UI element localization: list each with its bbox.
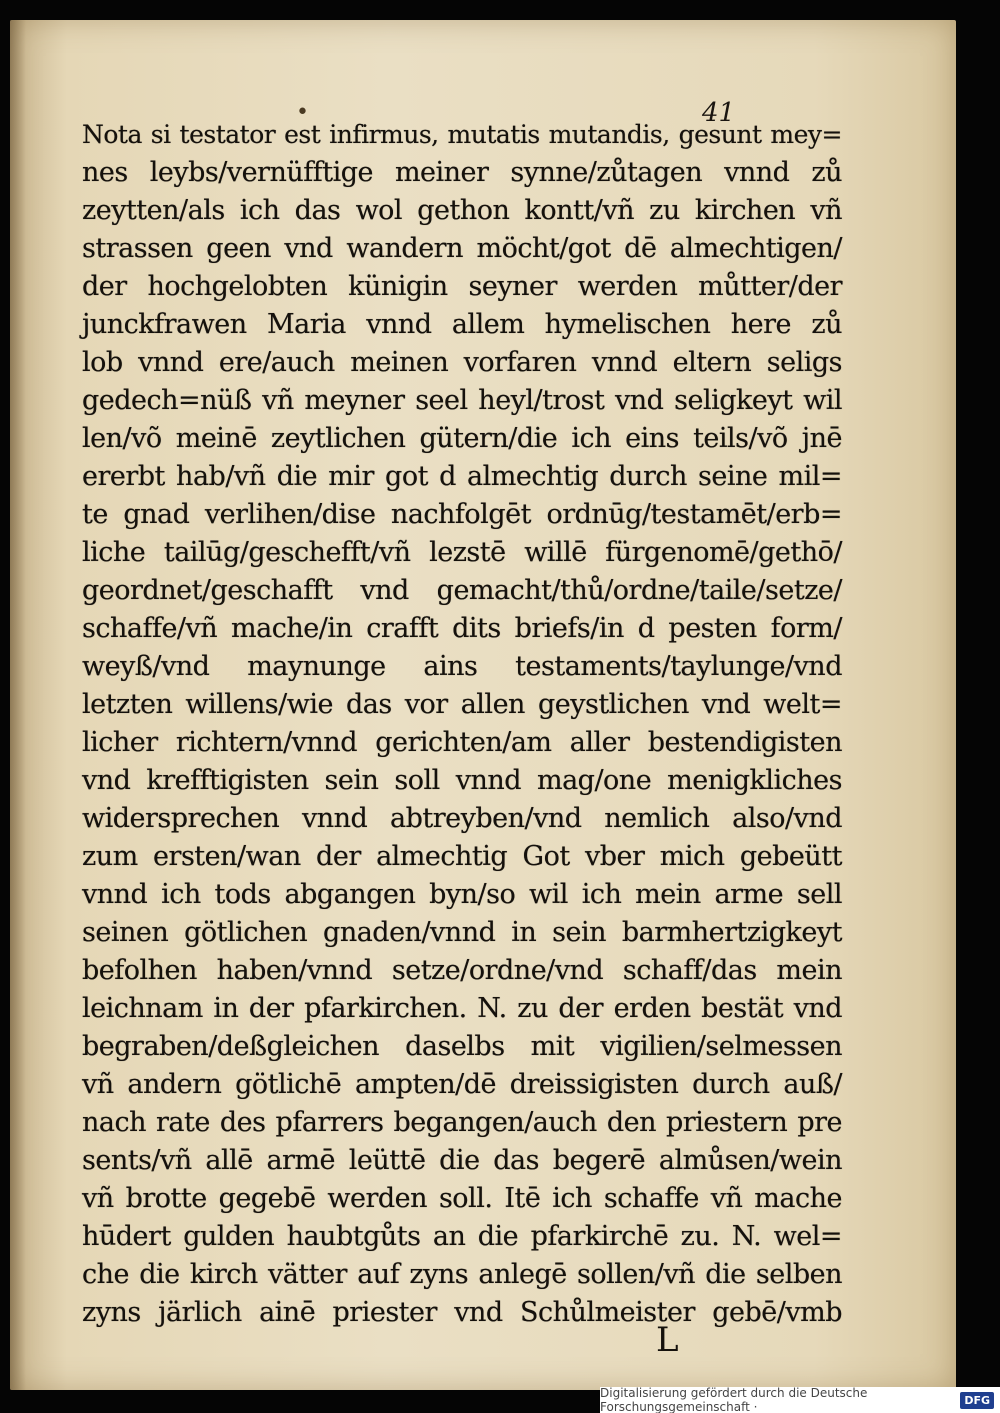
text-line: te gnad verlihen/dise nachfolgēt ordnūg/testamēt/erb=	[82, 499, 842, 530]
text-line: hūdert gulden haubtgůts an die pfarkirchē zu. N. wel=	[82, 1221, 842, 1252]
text-line: zum ersten/wan der almechtig Got vber mich gebeütt	[82, 841, 842, 872]
text-line: begraben/deßgleichen daselbs mit vigilien/selmessen	[82, 1031, 842, 1062]
text-line: nach rate des pfarrers begangen/auch den priestern pre	[82, 1107, 842, 1138]
text-line: zeytten/als ich das wol gethon kontt/vñ zu kirchen vñ	[82, 195, 842, 226]
text-line: strassen geen vnd wandern möcht/got dē almechtigen/	[82, 233, 842, 264]
text-line: vñ brotte gegebē werden soll. Itē ich schaffe vñ mache	[82, 1183, 842, 1214]
text-line: leichnam in der pfarkirchen. N. zu der erden bestät vnd	[82, 993, 842, 1024]
text-line: weyß/vnd maynunge ains testaments/taylunge/vnd	[82, 651, 842, 682]
footer-credit: Digitalisierung gefördert durch die Deutsche Forschungsgemeinschaft ·	[600, 1386, 868, 1413]
text-line: licher richtern/vnnd gerichten/am aller bestendigisten	[82, 727, 842, 758]
text-line: sents/vñ allē armē leüttē die das begerē almůsen/wein	[82, 1145, 842, 1176]
text-line: schaffe/vñ mache/in crafft dits briefs/in d pesten form/	[82, 613, 842, 644]
text-line: der hochgelobten künigin seyner werden můtter/der	[82, 271, 842, 302]
text-line: Nota si testator est infirmus, mutatis mutandis, gesunt mey=	[82, 120, 842, 149]
text-line: seinen götlichen gnaden/vnnd in sein barmhertzigkeyt	[82, 917, 842, 948]
text-line: ererbt hab/vñ die mir got d almechtig durch seine mil=	[82, 461, 842, 492]
folio-number: 41	[702, 98, 736, 128]
text-line: vñ andern götlichē ampten/dē dreissigisten durch auß/	[82, 1069, 842, 1100]
book-page	[10, 20, 956, 1390]
text-line: letzten willens/wie das vor allen geystlichen vnd welt=	[82, 689, 842, 720]
signature-mark: L	[656, 1320, 679, 1360]
text-block	[82, 116, 842, 1332]
dfg-logo: DFG	[960, 1392, 994, 1409]
ink-mark: •	[296, 100, 309, 125]
text-line: zyns järlich ainē priester vnd Schůlmeister gebē/vmb	[82, 1297, 842, 1328]
text-line: liche tailūg/geschefft/vñ lezstē willē fürgenomē/gethō/	[82, 537, 842, 568]
text-line: che die kirch vätter auf zyns anlegē sollen/vñ die selben	[82, 1259, 842, 1290]
text-line: vnd krefftigisten sein soll vnnd mag/one menigkliches	[82, 765, 842, 796]
text-line: vnnd ich tods abgangen byn/so wil ich mein arme sell	[82, 879, 842, 910]
text-line: gedech=nüß vñ meyner seel heyl/trost vnd seligkeyt wil	[82, 385, 842, 416]
text-line: lob vnnd ere/auch meinen vorfaren vnnd eltern seligs	[82, 347, 842, 378]
text-line: junckfrawen Maria vnnd allem hymelischen here zů	[82, 309, 842, 340]
text-line: widersprechen vnnd abtreyben/vnd nemlich also/vnd	[82, 803, 842, 834]
text-line: befolhen haben/vnnd setze/ordne/vnd schaff/das mein	[82, 955, 842, 986]
text-line: nes leybs/vernüfftige meiner synne/zůtagen vnnd zů	[82, 157, 842, 188]
text-line: geordnet/geschafft vnd gemacht/thů/ordne/taile/setze/	[82, 575, 842, 606]
text-line: len/võ meinē zeytlichen gütern/die ich eins teils/võ jnē	[82, 423, 842, 454]
footer-bar	[600, 1387, 1000, 1413]
